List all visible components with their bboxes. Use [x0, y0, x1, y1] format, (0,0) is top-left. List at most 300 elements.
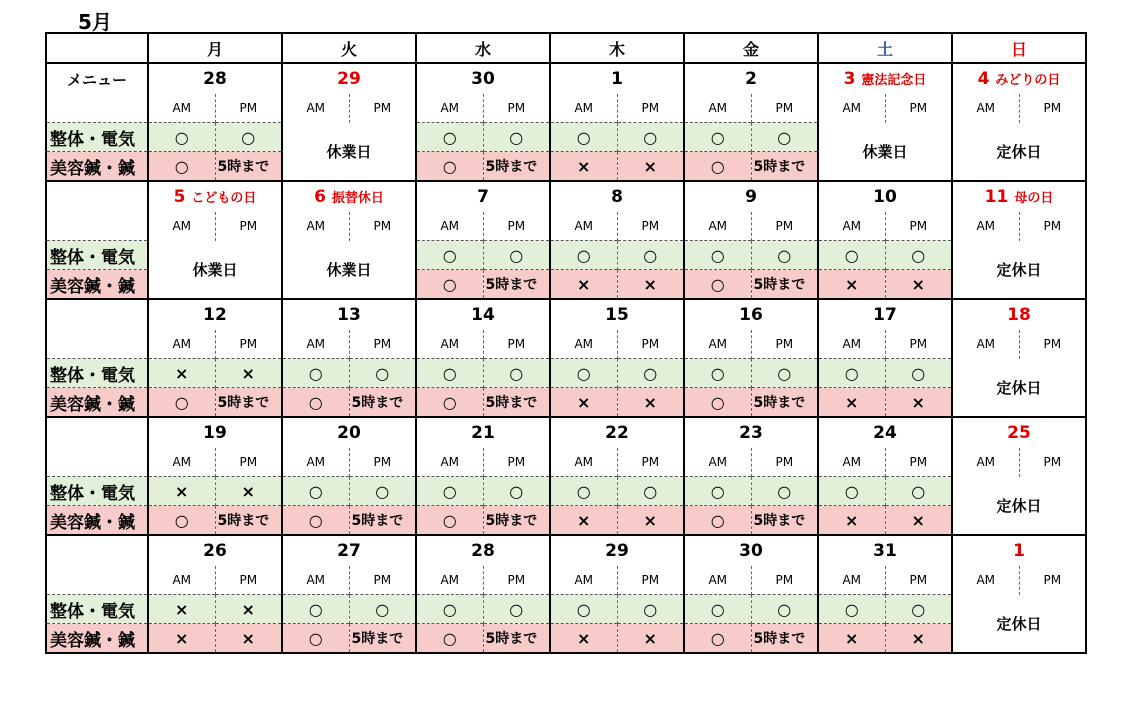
- biyou-am-status: ○: [684, 506, 751, 536]
- date-cell: [282, 181, 416, 212]
- biyou-pm-status: ×: [617, 506, 684, 536]
- pm-label: PM: [1019, 566, 1086, 595]
- pm-label: PM: [215, 448, 282, 477]
- closed-cell: 定休日: [952, 359, 1086, 418]
- seitai-label: 整体・電気: [46, 241, 148, 270]
- seitai-pm-status: ○: [483, 359, 550, 388]
- am-label: AM: [416, 94, 483, 123]
- date-cell: [282, 417, 416, 448]
- seitai-am-status: ○: [416, 477, 483, 506]
- date-number: 29: [605, 541, 629, 561]
- date-number: 18: [1007, 305, 1031, 325]
- am-label: AM: [818, 330, 885, 359]
- date-number: 22: [605, 423, 629, 443]
- date-cell: [818, 181, 952, 212]
- date-number: 29: [337, 69, 361, 89]
- date-cell: [818, 535, 952, 566]
- pm-label: PM: [751, 212, 818, 241]
- biyou-pm-status: 5時まで: [751, 388, 818, 418]
- biyou-am-status: ○: [416, 152, 483, 182]
- date-number: 14: [471, 305, 495, 325]
- ampm-row: [46, 566, 1086, 595]
- date-number: 1: [1013, 541, 1025, 561]
- seitai-pm-status: ×: [215, 595, 282, 624]
- seitai-am-status: ○: [148, 123, 215, 152]
- biyou-pm-status: ×: [617, 624, 684, 654]
- weekday-header: 火: [282, 33, 416, 63]
- pm-label: PM: [1019, 212, 1086, 241]
- biyou-pm-status: 5時まで: [751, 624, 818, 654]
- menu-cell: [46, 566, 148, 595]
- am-label: AM: [148, 212, 215, 241]
- pm-label: PM: [885, 330, 952, 359]
- biyou-label: 美容鍼・鍼: [46, 506, 148, 536]
- date-cell: [550, 181, 684, 212]
- date-cell: [148, 181, 282, 212]
- date-number: 17: [873, 305, 897, 325]
- date-number: 10: [873, 187, 897, 207]
- pm-label: PM: [215, 330, 282, 359]
- pm-label: PM: [215, 566, 282, 595]
- pm-label: PM: [483, 330, 550, 359]
- am-label: AM: [550, 212, 617, 241]
- am-label: AM: [550, 94, 617, 123]
- date-cell: [282, 535, 416, 566]
- biyou-am-status: ×: [550, 624, 617, 654]
- am-label: AM: [952, 94, 1019, 123]
- seitai-am-status: ○: [416, 595, 483, 624]
- date-number: 3: [843, 69, 856, 89]
- am-label: AM: [282, 212, 349, 241]
- am-label: AM: [148, 566, 215, 595]
- date-cell: [416, 417, 550, 448]
- date-cell: [952, 299, 1086, 330]
- date-cell: [818, 417, 952, 448]
- date-cell: [684, 299, 818, 330]
- biyou-am-status: ×: [818, 506, 885, 536]
- pm-label: PM: [617, 448, 684, 477]
- closed-cell: 定休日: [952, 595, 1086, 654]
- biyou-pm-status: ×: [617, 388, 684, 418]
- holiday-name: 振替休日: [331, 191, 384, 206]
- closed-cell: 休業日: [282, 123, 416, 182]
- seitai-pm-status: ○: [349, 359, 416, 388]
- seitai-pm-status: ○: [483, 241, 550, 270]
- seitai-row: [46, 359, 1086, 388]
- seitai-am-status: ○: [550, 123, 617, 152]
- date-cell: [416, 63, 550, 94]
- weekday-header: 月: [148, 33, 282, 63]
- date-cell: [416, 181, 550, 212]
- ampm-row: [46, 330, 1086, 359]
- pm-label: PM: [751, 94, 818, 123]
- date-cell: [148, 535, 282, 566]
- biyou-pm-status: 5時まで: [483, 152, 550, 182]
- biyou-am-status: ○: [416, 506, 483, 536]
- biyou-pm-status: ×: [215, 624, 282, 654]
- pm-label: PM: [885, 212, 952, 241]
- pm-label: PM: [885, 448, 952, 477]
- seitai-pm-status: ○: [617, 595, 684, 624]
- seitai-am-status: ×: [148, 595, 215, 624]
- pm-label: PM: [215, 212, 282, 241]
- date-number: 4: [977, 69, 990, 89]
- biyou-am-status: ○: [148, 152, 215, 182]
- pm-label: PM: [1019, 94, 1086, 123]
- seitai-am-status: ○: [550, 477, 617, 506]
- biyou-am-status: ○: [684, 388, 751, 418]
- am-label: AM: [684, 212, 751, 241]
- seitai-am-status: ○: [684, 123, 751, 152]
- date-number: 26: [203, 541, 227, 561]
- seitai-pm-status: ○: [885, 359, 952, 388]
- date-number: 5: [173, 187, 186, 207]
- seitai-am-status: ×: [148, 359, 215, 388]
- seitai-label: 整体・電気: [46, 123, 148, 152]
- biyou-pm-status: ×: [885, 506, 952, 536]
- date-number: 2: [745, 69, 757, 89]
- seitai-pm-status: ○: [483, 123, 550, 152]
- am-label: AM: [282, 566, 349, 595]
- seitai-am-status: ○: [282, 477, 349, 506]
- biyou-pm-status: 5時まで: [483, 506, 550, 536]
- seitai-pm-status: ○: [751, 477, 818, 506]
- biyou-am-status: ×: [148, 624, 215, 654]
- am-label: AM: [416, 330, 483, 359]
- seitai-pm-status: ○: [617, 359, 684, 388]
- biyou-pm-status: 5時まで: [349, 506, 416, 536]
- biyou-pm-status: 5時まで: [215, 506, 282, 536]
- ampm-row: [46, 448, 1086, 477]
- biyou-am-status: ○: [282, 506, 349, 536]
- biyou-pm-status: ×: [885, 624, 952, 654]
- pm-label: PM: [751, 566, 818, 595]
- date-number: 1: [611, 69, 623, 89]
- seitai-pm-status: ○: [617, 477, 684, 506]
- seitai-am-status: ○: [684, 595, 751, 624]
- seitai-am-status: ○: [282, 359, 349, 388]
- menu-cell: [46, 299, 148, 330]
- date-cell: [416, 299, 550, 330]
- biyou-row: [46, 388, 1086, 418]
- biyou-pm-status: ×: [885, 388, 952, 418]
- date-cell: [684, 181, 818, 212]
- am-label: AM: [282, 330, 349, 359]
- biyou-pm-status: 5時まで: [751, 506, 818, 536]
- pm-label: PM: [483, 448, 550, 477]
- am-label: AM: [952, 566, 1019, 595]
- date-cell: [952, 417, 1086, 448]
- date-cell: [550, 63, 684, 94]
- menu-cell: [46, 535, 148, 566]
- date-number: 21: [471, 423, 495, 443]
- seitai-am-status: ○: [550, 359, 617, 388]
- seitai-pm-status: ○: [885, 595, 952, 624]
- date-cell: [952, 181, 1086, 212]
- biyou-am-status: ×: [550, 152, 617, 182]
- biyou-am-status: ×: [550, 506, 617, 536]
- biyou-row: [46, 624, 1086, 654]
- pm-label: PM: [349, 94, 416, 123]
- weekday-header: 土: [818, 33, 952, 63]
- weekday-header: 日: [952, 33, 1086, 63]
- menu-cell: [46, 94, 148, 123]
- date-number: 6: [314, 187, 326, 207]
- biyou-am-status: ○: [416, 624, 483, 654]
- seitai-pm-status: ○: [215, 123, 282, 152]
- biyou-row: [46, 506, 1086, 536]
- seitai-pm-status: ○: [751, 595, 818, 624]
- seitai-am-status: ○: [416, 241, 483, 270]
- pm-label: PM: [483, 94, 550, 123]
- date-number: 28: [203, 69, 227, 89]
- date-number: 25: [1007, 423, 1031, 443]
- menu-label: メニュー: [46, 63, 148, 94]
- date-row: [46, 417, 1086, 448]
- biyou-label: 美容鍼・鍼: [46, 624, 148, 654]
- pm-label: PM: [483, 566, 550, 595]
- date-row: [46, 535, 1086, 566]
- biyou-pm-status: 5時まで: [349, 624, 416, 654]
- date-number: 16: [739, 305, 763, 325]
- biyou-am-status: ×: [818, 270, 885, 300]
- am-label: AM: [818, 566, 885, 595]
- pm-label: PM: [349, 566, 416, 595]
- am-label: AM: [148, 448, 215, 477]
- biyou-label: 美容鍼・鍼: [46, 152, 148, 182]
- date-number: 20: [337, 423, 361, 443]
- pm-label: PM: [617, 212, 684, 241]
- schedule-calendar: [45, 32, 1087, 654]
- date-cell: [684, 63, 818, 94]
- seitai-am-status: ○: [684, 359, 751, 388]
- date-number: 8: [611, 187, 623, 207]
- date-number: 7: [477, 187, 489, 207]
- seitai-pm-status: ○: [483, 477, 550, 506]
- biyou-am-status: ○: [282, 388, 349, 418]
- date-cell: [952, 63, 1086, 94]
- am-label: AM: [550, 448, 617, 477]
- seitai-pm-status: ○: [885, 477, 952, 506]
- date-number: 31: [873, 541, 897, 561]
- pm-label: PM: [349, 448, 416, 477]
- am-label: AM: [416, 448, 483, 477]
- seitai-pm-status: ○: [751, 123, 818, 152]
- seitai-pm-status: ○: [349, 477, 416, 506]
- date-number: 23: [739, 423, 763, 443]
- seitai-am-status: ○: [818, 241, 885, 270]
- am-label: AM: [684, 566, 751, 595]
- biyou-pm-status: ×: [885, 270, 952, 300]
- date-number: 24: [873, 423, 897, 443]
- am-label: AM: [550, 566, 617, 595]
- closed-cell: 休業日: [818, 123, 952, 182]
- date-cell: [148, 417, 282, 448]
- date-cell: [550, 417, 684, 448]
- biyou-am-status: ○: [684, 152, 751, 182]
- date-cell: [148, 299, 282, 330]
- pm-label: PM: [885, 566, 952, 595]
- biyou-pm-status: 5時まで: [215, 388, 282, 418]
- pm-label: PM: [617, 330, 684, 359]
- seitai-pm-status: ○: [349, 595, 416, 624]
- seitai-label: 整体・電気: [46, 595, 148, 624]
- seitai-am-status: ×: [148, 477, 215, 506]
- seitai-am-status: ○: [550, 241, 617, 270]
- seitai-row: [46, 123, 1086, 152]
- pm-label: PM: [885, 94, 952, 123]
- biyou-am-status: ×: [550, 388, 617, 418]
- am-label: AM: [818, 212, 885, 241]
- menu-cell: [46, 330, 148, 359]
- menu-cell: [46, 448, 148, 477]
- biyou-am-status: ○: [416, 388, 483, 418]
- date-cell: [282, 299, 416, 330]
- date-number: 12: [203, 305, 227, 325]
- am-label: AM: [550, 330, 617, 359]
- biyou-am-status: ×: [550, 270, 617, 300]
- seitai-label: 整体・電気: [46, 477, 148, 506]
- date-cell: [684, 535, 818, 566]
- am-label: AM: [818, 448, 885, 477]
- biyou-am-status: ○: [148, 388, 215, 418]
- seitai-am-status: ○: [818, 595, 885, 624]
- am-label: AM: [684, 94, 751, 123]
- date-number: 30: [471, 69, 495, 89]
- pm-label: PM: [215, 94, 282, 123]
- date-cell: [282, 63, 416, 94]
- am-label: AM: [416, 212, 483, 241]
- weekday-header: 水: [416, 33, 550, 63]
- date-cell: [416, 535, 550, 566]
- ampm-row: [46, 94, 1086, 123]
- pm-label: PM: [751, 330, 818, 359]
- date-number: 13: [337, 305, 361, 325]
- date-cell: [550, 535, 684, 566]
- date-row: [46, 299, 1086, 330]
- seitai-pm-status: ○: [617, 241, 684, 270]
- biyou-label: 美容鍼・鍼: [46, 270, 148, 300]
- biyou-am-status: ○: [148, 506, 215, 536]
- holiday-name: 憲法記念日: [861, 73, 927, 88]
- am-label: AM: [148, 330, 215, 359]
- weekday-header: 金: [684, 33, 818, 63]
- date-number: 30: [739, 541, 763, 561]
- seitai-am-status: ○: [818, 477, 885, 506]
- date-cell: [952, 535, 1086, 566]
- biyou-pm-status: 5時まで: [215, 152, 282, 182]
- seitai-label: 整体・電気: [46, 359, 148, 388]
- date-row: [46, 181, 1086, 212]
- am-label: AM: [282, 94, 349, 123]
- date-cell: [818, 63, 952, 94]
- header-corner: [46, 33, 148, 63]
- date-row: [46, 63, 1086, 94]
- closed-cell: 定休日: [952, 241, 1086, 300]
- biyou-am-status: ○: [684, 624, 751, 654]
- seitai-pm-status: ○: [885, 241, 952, 270]
- seitai-am-status: ○: [416, 359, 483, 388]
- am-label: AM: [148, 94, 215, 123]
- biyou-pm-status: 5時まで: [483, 624, 550, 654]
- seitai-am-status: ○: [282, 595, 349, 624]
- closed-cell: 定休日: [952, 123, 1086, 182]
- biyou-am-status: ○: [416, 270, 483, 300]
- biyou-pm-status: 5時まで: [483, 388, 550, 418]
- seitai-row: [46, 241, 1086, 270]
- holiday-name: 母の日: [1014, 191, 1054, 206]
- weekday-header: 木: [550, 33, 684, 63]
- pm-label: PM: [349, 330, 416, 359]
- am-label: AM: [416, 566, 483, 595]
- am-label: AM: [684, 330, 751, 359]
- seitai-am-status: ○: [818, 359, 885, 388]
- seitai-pm-status: ○: [751, 359, 818, 388]
- pm-label: PM: [617, 94, 684, 123]
- date-number: 27: [337, 541, 361, 561]
- date-number: 15: [605, 305, 629, 325]
- biyou-am-status: ×: [818, 388, 885, 418]
- menu-cell: [46, 417, 148, 448]
- pm-label: PM: [751, 448, 818, 477]
- pm-label: PM: [1019, 330, 1086, 359]
- biyou-pm-status: 5時まで: [751, 152, 818, 182]
- closed-cell: 休業日: [282, 241, 416, 300]
- seitai-row: [46, 595, 1086, 624]
- biyou-pm-status: 5時まで: [349, 388, 416, 418]
- seitai-am-status: ○: [684, 477, 751, 506]
- ampm-row: [46, 212, 1086, 241]
- date-cell: [684, 417, 818, 448]
- date-number: 11: [984, 187, 1009, 207]
- am-label: AM: [952, 212, 1019, 241]
- am-label: AM: [952, 448, 1019, 477]
- seitai-pm-status: ○: [617, 123, 684, 152]
- seitai-pm-status: ×: [215, 477, 282, 506]
- date-number: 28: [471, 541, 495, 561]
- month-title: 5月: [78, 10, 112, 34]
- menu-cell: [46, 212, 148, 241]
- seitai-am-status: ○: [416, 123, 483, 152]
- am-label: AM: [952, 330, 1019, 359]
- seitai-pm-status: ×: [215, 359, 282, 388]
- date-number: 19: [203, 423, 227, 443]
- pm-label: PM: [1019, 448, 1086, 477]
- pm-label: PM: [617, 566, 684, 595]
- date-number: 9: [745, 187, 757, 207]
- pm-label: PM: [483, 212, 550, 241]
- date-cell: [818, 299, 952, 330]
- biyou-label: 美容鍼・鍼: [46, 388, 148, 418]
- am-label: AM: [818, 94, 885, 123]
- seitai-pm-status: ○: [751, 241, 818, 270]
- weekday-header-row: [46, 33, 1086, 63]
- closed-cell: 休業日: [148, 241, 282, 300]
- date-cell: [148, 63, 282, 94]
- biyou-am-status: ○: [684, 270, 751, 300]
- seitai-pm-status: ○: [483, 595, 550, 624]
- pm-label: PM: [349, 212, 416, 241]
- seitai-am-status: ○: [684, 241, 751, 270]
- biyou-am-status: ×: [818, 624, 885, 654]
- seitai-am-status: ○: [550, 595, 617, 624]
- date-cell: [550, 299, 684, 330]
- biyou-pm-status: ×: [617, 152, 684, 182]
- holiday-name: みどりの日: [995, 73, 1061, 88]
- menu-cell: [46, 181, 148, 212]
- biyou-pm-status: 5時まで: [483, 270, 550, 300]
- biyou-am-status: ○: [282, 624, 349, 654]
